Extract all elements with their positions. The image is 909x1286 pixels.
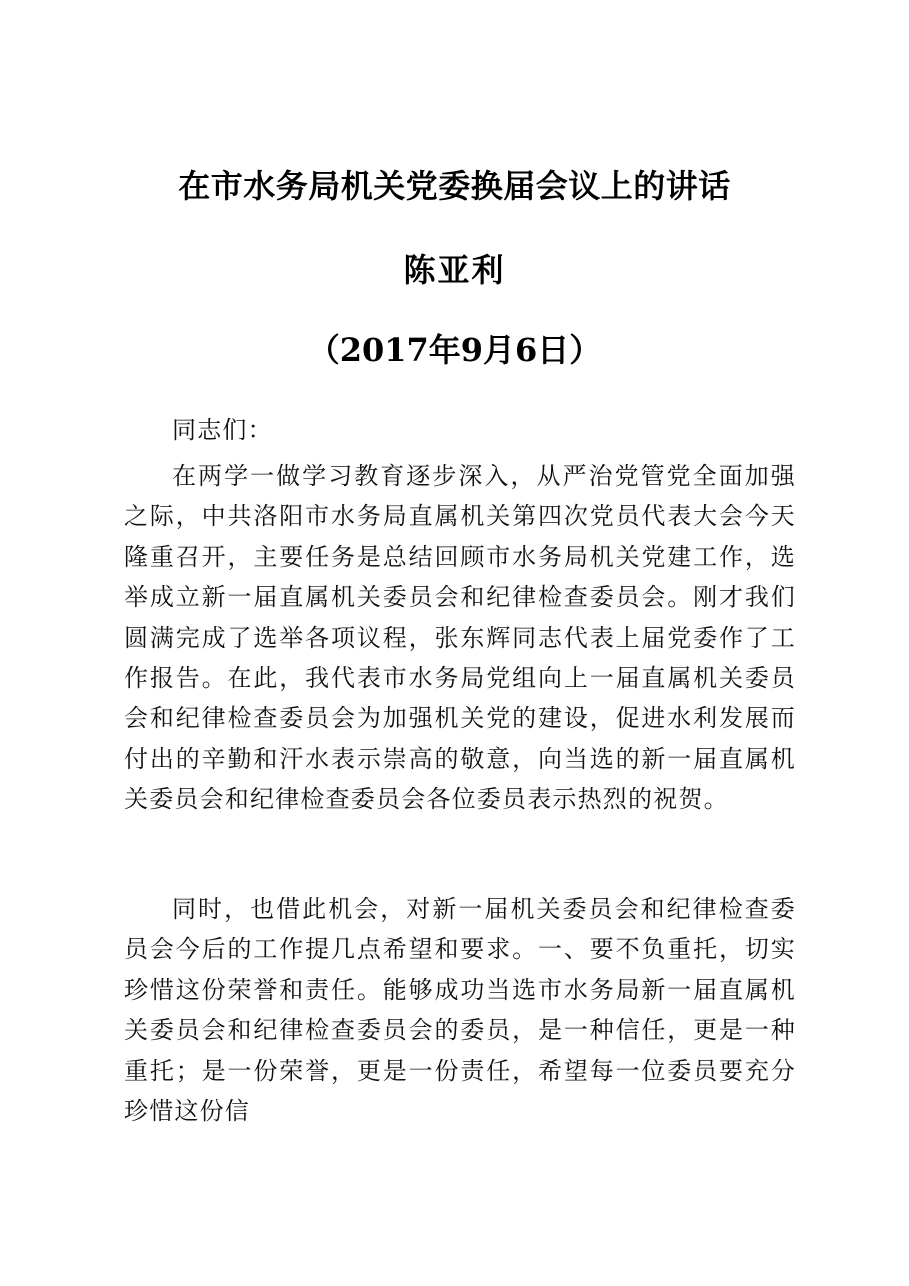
greeting: 同志们： — [172, 416, 273, 444]
document-author: 陈亚利 — [403, 251, 506, 289]
paragraph-1: 在两学一做学习教育逐步深入，从严治党管党全面加强之际，中共洛阳市水务局直属机关第四次党员代表大会今天隆重召开，主要任务是总结回顾市水务局机关党建工作，选举成立新一届直属机关委员会和纪律检查委员会。刚才我们圆满完成了选举各项议程，张东辉同志代表上届党委作了工作报告。在此，我代表市水务局党组向上一届直属机关委员会和纪律检查委员会为加强机关党的建设，促进水利发展而付出的辛勤和汗水表示崇高的敬意，向当选的新一届直属机关委员会和纪律检查委员会各位委员表示热烈的祝贺。 — [124, 462, 796, 814]
document-date: （2017年9月6日） — [307, 331, 602, 369]
document-title: 在市水务局机关党委换届会议上的讲话 — [178, 167, 731, 205]
paragraph-2: 同时，也借此机会，对新一届机关委员会和纪律检查委员会今后的工作提几点希望和要求。一、要不负重托，切实珍惜这份荣誉和责任。能够成功当选市水务局新一届直属机关委员会和纪律检查委员会的委员，是一种信任，更是一种重托；是一份荣誉，更是一份责任，希望每一位委员要充分珍惜这份信 — [124, 895, 796, 1126]
